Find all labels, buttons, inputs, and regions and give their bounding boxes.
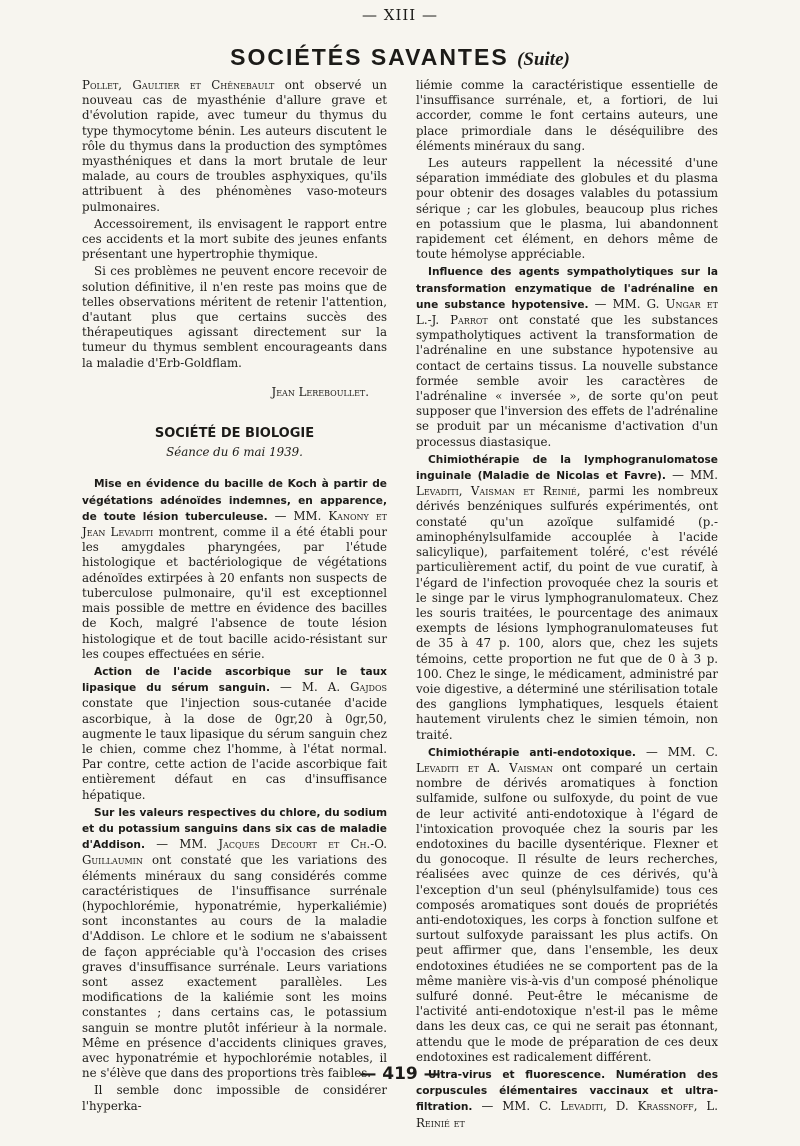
seance-date: Séance du 6 mai 1939. [166,445,303,460]
article-title: Ultra-virus et fluorescence. Numération des corpuscules élémentaires vaccinaux et ultra-filtration. [416,1069,718,1114]
paragraph: liémie comme la caractéristique essentielle de l'insuffisance surrénale, et, a fortiori, de lui accorder, comme le font certains auteurs, une place primordiale dans le déséquilibre des éléments minéraux du sang. [416,78,718,153]
authors: Pollet, Gaultier et Chênebault [82,78,275,92]
paragraph: Les auteurs rappellent la nécessité d'une séparation immédiate des globules et du plasma pour obtenir des dosages valables du potassium sérique ; car les globules, beaucoup plus riches en potassium que le plasma, lui abandonnent rapidement cet élément, en dehors même de toute hémolyse appréciable. [416,156,718,262]
page-roman-number: — XIII — [362,6,438,24]
section-title: SOCIÉTÉ DE BIOLOGIE [154,426,315,442]
article-title: Action de l'acide ascorbique sur le taux lipasique du sérum sanguin. [82,665,387,695]
article-authors: — MM. C. Levaditi et A. Vaisman [416,744,719,775]
article [82,664,387,803]
article-title: Sur les valeurs respectives du chlore, du sodium et du potassium sanguins dans six cas de maladie d'Addison. [82,806,387,852]
page-title-text: SOCIÉTÉS SAVANTES [230,44,509,70]
article [416,264,718,449]
left-column [82,78,387,1116]
right-column [416,78,718,1133]
page-title [0,44,800,71]
paragraph [82,78,387,215]
article-title: Mise en évidence du bacille de Koch à partir de végétations adénoïdes indemnes, en apparence, de toute lésion tuberculeuse. [82,478,387,523]
article-title: Chimiothérapie anti-endotoxique. [428,746,636,759]
paragraph-text: ont observé un nouveau cas de myasthénie d'allure grave et d'évolution rapide, avec tumeur du thymus du type thymocytome bénin. Les auteurs discutent le rôle du thymus dans la production des symptômes myasthéniques et dans la mort brutale de leur malade, au cours de troubles asphyxiques, qu'ils attribuent à des phénomènes vaso-moteurs pulmonaires. [82,78,388,214]
paragraph: Il semble donc impossible de considérer l'hyperka- [82,1083,387,1113]
article-authors: — MM. Jacques Decourt et Ch.-O. Guillaumin [82,837,387,868]
signature: Jean Lereboullet. [271,384,369,399]
article-text: montrent, comme il a été établi pour les amygdales pharyngées, par l'étude histologique et bactériologique de végétations adénoïdes extirpées à 20 enfants non suspects de tuberculose pulmonaire, qu'il est exceptionnel mais possible de mettre en évidence des bacilles de Koch, malgré l'absence de toute lésion histologique et de tout bacille acido-résistant sur les coupes effectuées en série. [82,525,387,661]
paragraph: Accessoirement, ils envisagent le rapport entre ces accidents et la mort subite des jeunes enfants présentant une hypertrophie thymique. [82,216,387,262]
article-authors: — MM. G. Ungar et L.-J. Parrot [416,296,718,328]
article-authors: — MM. Levaditi, Vaisman et Reinié, [416,468,718,499]
article-text: ont comparé un certain nombre de dérivés aromatiques à fonction sulfamide, sulfone ou sulfoxyde, du point de vue de leur activité anti-endotoxique à l'égard de l'intoxication provoquée chez la souris par les endotoxines du bacille dysentérique. Flexner et du gonocoque. Il résulte de leurs recherches, réalisées avec quinze de ces dérivés, qu'à l'exception d'un seul (phénylsulfamide) tous ces composés aromatiques sont doués de propriétés anti-endotoxiques, les corps à fonction sulfone et surtout sulfoxyde paraissant les plus actifs. On peut affirmer que, dans l'ensemble, les deux endotoxines étudiées ne se comportent pas de la même manière vis-à-vis d'un composé phénolique sulfuré donné. Peut-être le mécanisme de l'activité anti-endotoxique n'est-il pas le même dans les deux cas, ce qui ne serait pas étonnant, attendu que le mode de préparation de ces deux endotoxines est radicalement différent. [416,760,718,1064]
article [82,476,387,661]
article [416,745,718,1065]
article-authors: — M. A. Gajdos [280,680,387,695]
article [82,805,387,1082]
article [416,452,718,743]
article-title: Chimiothérapie de la lymphogranulomatose inguinale (Maladie de Nicolas et Favre). [416,453,718,483]
article-title: Influence des agents sympatholytiques sur la transformation enzymatique de l'adrénaline en une substance hypotensive. [416,266,718,311]
article-text: ont constaté que les substances sympatholytiques activent la transformation de l'adrénaline en une substance hypotensive au contact de certains tissus. La nouvelle substance formée semble avoir les caractères de l'adrénaline « inversée », de sorte qu'on peut supposer que l'inversion des effets de l'adrénaline se produit par un mécanisme d'activation d'un processus diastasique. [416,313,719,449]
article-authors: — MM. C. Levaditi, D. Krassnoff, L. Reinié et [416,1099,719,1130]
paragraph: Si ces problèmes ne peuvent encore recevoir de solution définitive, il n'en reste pas moins que de telles observations méritent de retenir l'attention, d'autant plus que certains succès des thérapeutiques agissant directement sur la tumeur du thymus semblent encourageants dans la maladie d'Erb-Goldflam. [82,264,387,370]
page-title-suffix: (Suite) [517,49,570,70]
article-authors: — MM. Kanony et Jean Levaditi [82,508,387,540]
article-text: ont constaté que les variations des éléments minéraux du sang considérés comme caractéristiques de l'insuffisance surrénale (hypochlorémie, hyponatrémie, hyperkaliémie) sont inconstantes au cours de la maladie d'Addison. Le chlore et le sodium ne s'abaissent de façon appréciable qu'à l'occasion des crises graves d'insuffisance surrénale. Leurs variations sont assez exactement parallèles. Les modifications de la kaliémie sont les moins constantes ; dans certains cas, le potassium sanguin se montre plutôt inférieur à la normale. Même en présence d'accidents cliniques graves, avec hyponatrémie et hypochlorémie notables, il ne s'élève que dans des proportions très faibles. [82,853,387,1081]
article-text: parmi les nombreux dérivés benzéniques sulfurés expérimentés, ont constaté qu'un azoïque sulfamidé (p.-aminophénylsulfamide accouplée à l'acide salicylique), parfaitement toléré, c'est révélé particulièrement actif, du point de vue curatif, à l'égard de l'infection provoquée chez la souris et le singe par le virus lymphogranulomateux. Chez les souris traitées, le pourcentage des animaux exempts de lésions lymphogranulomateuses fut de 35 à 47 p. 100, alors que, chez les sujets témoins, cette proportion ne fut que de 0 à 3 p. 100. Chez le singe, le médicament, administré par voie digestive, a déterminé une stérilisation totale des ganglions lymphatiques, lesquels étaient hautement virulents chez le simien témoin, non traité. [416,484,718,742]
page-number: — 419 — [359,1064,441,1084]
article-text: constate que l'injection sous-cutanée d'acide ascorbique, à la dose de 0gr,20 à 0gr,50, augmente le taux lipasique du sérum sanguin chez le chien, comme chez l'homme, à l'état normal. Par contre, cette action de l'acide ascorbique fait entièrement défaut en cas d'insuffisance hépatique. [82,696,387,802]
